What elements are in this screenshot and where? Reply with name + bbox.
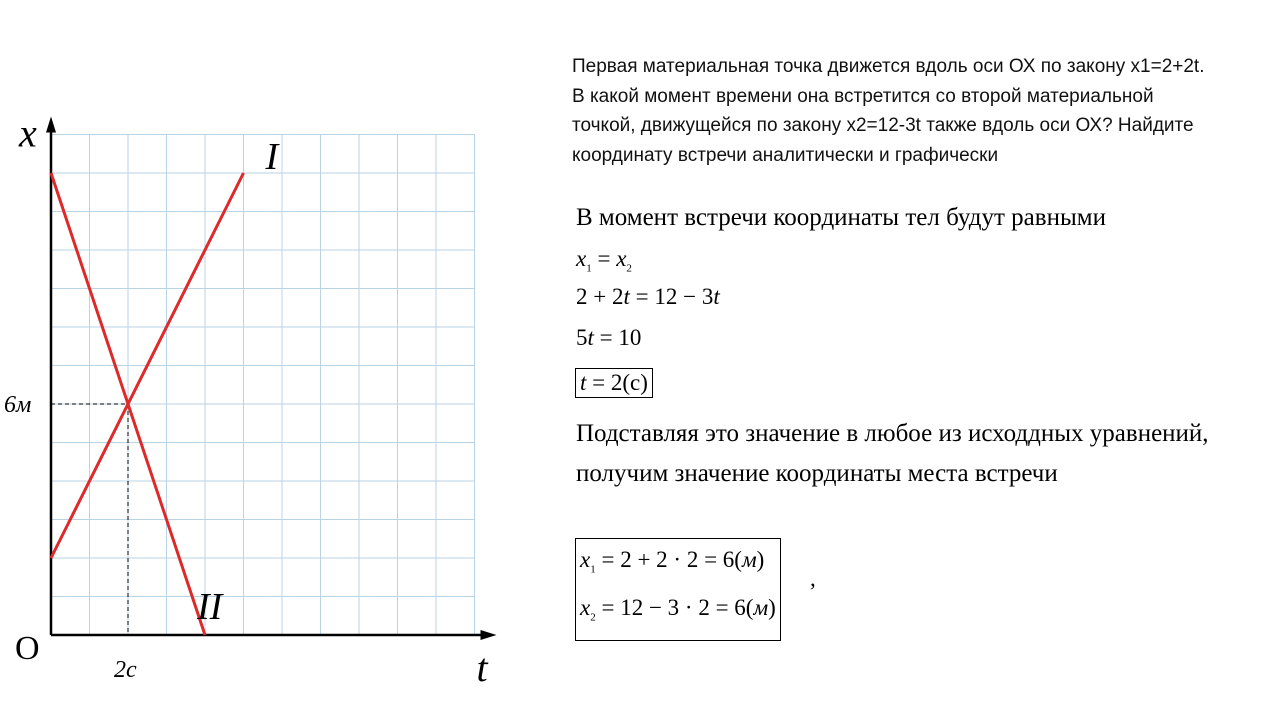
- eq3-left: 5: [576, 325, 588, 350]
- x1-unit: м: [741, 547, 757, 572]
- eq2-mid: = 12 − 3: [629, 284, 714, 309]
- result-value: = 2(с): [586, 370, 648, 395]
- x2-var: x: [580, 594, 591, 620]
- grid: [51, 135, 475, 636]
- x2-unit: м: [753, 594, 769, 620]
- equation-x1-equals-x2: [576, 246, 1256, 275]
- solution-intro: В момент встречи координаты тел будут равными: [576, 204, 1106, 231]
- x1-result-line: [580, 541, 776, 589]
- eq1-mid: =: [591, 246, 617, 271]
- axes: [46, 117, 497, 641]
- x1-rest: = 2 + 2 · 2 = 6(: [595, 547, 742, 572]
- x2-sub: 2: [590, 611, 596, 624]
- y-tick-label-6m: 6м: [4, 392, 32, 418]
- trailing-comma: ,: [810, 566, 816, 591]
- x-axis-label: t: [476, 645, 488, 690]
- x1-sub: 1: [590, 563, 596, 576]
- eq1-sub-2: 2: [626, 262, 632, 275]
- origin-label: O: [15, 630, 40, 667]
- eq1-var-b: x: [616, 246, 627, 271]
- x2-close: ): [768, 594, 776, 620]
- equation-substituted: [576, 284, 1256, 310]
- y-axis-label: x: [19, 110, 37, 156]
- coordinate-graph: [0, 0, 560, 720]
- eq3-right: = 10: [593, 325, 642, 350]
- coordinate-result-box: [575, 538, 781, 641]
- result-time-box: [575, 368, 653, 398]
- series-label-II: II: [197, 586, 223, 628]
- x1-close: ): [756, 547, 765, 572]
- eq2-var1: t: [623, 284, 630, 309]
- equation-simplified: [576, 325, 1256, 351]
- x2-result-line: [580, 589, 776, 637]
- problem-statement: Первая материальная точка движется вдоль оси ОХ по закону х1=2+2t. В какой момент времени она встретится со второй материальной точкой, движущейся по закону х2=12-3t также вдоль оси ОХ? Найдите координату встречи аналитически и графически: [572, 56, 1205, 166]
- x1-var: x: [580, 547, 591, 572]
- x2-rest: = 12 − 3 · 2 = 6(: [595, 594, 754, 620]
- x-tick-label-2c: 2с: [114, 657, 137, 683]
- substitution-text: Подставляя это значение в любое из исходдных уравнений, получим значение координаты места встречи: [576, 420, 1209, 487]
- series-label-I: I: [265, 136, 279, 178]
- result-var: t: [580, 370, 587, 395]
- eq2-left: 2 + 2: [576, 284, 624, 309]
- x-axis-arrow: [481, 630, 497, 640]
- y-axis-arrow: [46, 117, 56, 133]
- eq3-var: t: [587, 325, 594, 350]
- eq1-sub-1: 1: [586, 262, 592, 275]
- eq2-var2: t: [713, 284, 720, 309]
- eq1-var-a: x: [576, 246, 587, 271]
